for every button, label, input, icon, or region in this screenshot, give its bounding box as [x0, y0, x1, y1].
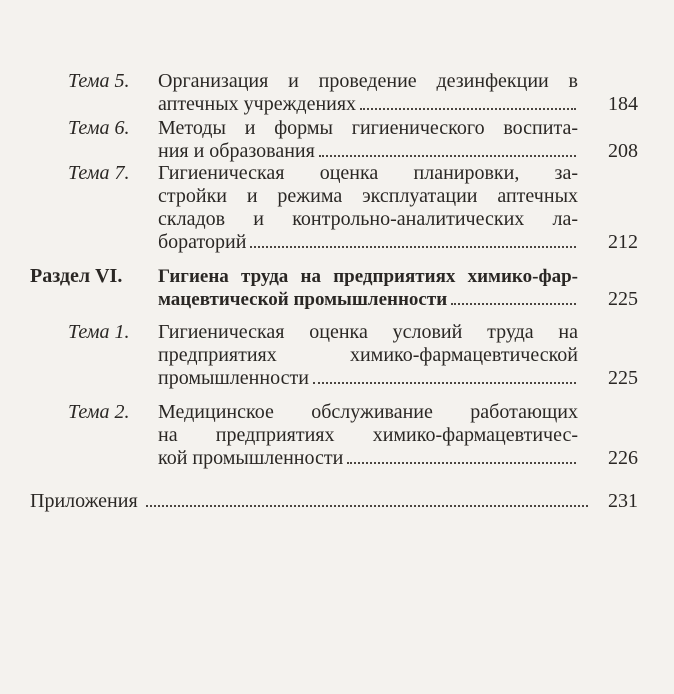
entry-title [158, 117, 578, 163]
page-number: 225 [608, 288, 638, 310]
entry-title [158, 265, 578, 311]
entry-title-lastline [158, 231, 578, 254]
page-number: 225 [608, 367, 638, 389]
entry-title-line: Гигиеническая оценка планировки, за- [158, 162, 578, 184]
entry-title-lastline [158, 140, 578, 163]
dot-leader [360, 93, 576, 110]
entry-title-line: кой промышленности [158, 447, 344, 469]
entry-title-line: Медицинское обслуживание работающих [158, 401, 578, 423]
entry-title-lastline [158, 447, 578, 470]
entry-title-lastline [158, 288, 578, 311]
page-number: 226 [608, 447, 638, 469]
dot-leader [319, 140, 576, 157]
dot-leader [250, 231, 576, 248]
dot-leader [347, 447, 576, 464]
page-number: 231 [608, 490, 638, 512]
entry-title-line: Гигиена труда на предприятиях химико-фар- [158, 266, 578, 287]
entry-title-line: Методы и формы гигиенического воспита- [158, 117, 578, 139]
dot-leader [313, 367, 576, 384]
entry-title [158, 162, 578, 254]
entry-title-lastline [158, 367, 578, 390]
entry-title-line: предприятиях химико-фармацевтической [158, 344, 578, 366]
entry-label: Тема 5. [68, 70, 130, 92]
entry-label: Тема 2. [68, 401, 130, 423]
entry-title-line: Организация и проведение дезинфекции в [158, 70, 578, 92]
entry-title-line: мацевтической промышленности [158, 289, 448, 310]
dot-leader [146, 490, 588, 507]
page-number: 212 [608, 231, 638, 253]
section-label: Раздел VI. [30, 265, 123, 287]
entry-label: Тема 1. [68, 321, 130, 343]
entry-label: Тема 6. [68, 117, 130, 139]
page-number: 184 [608, 93, 638, 115]
entry-title-line: промышленности [158, 367, 309, 389]
entry-title [158, 321, 578, 390]
entry-title [158, 401, 578, 470]
entry-title-line: складов и контрольно-аналитических ла- [158, 208, 578, 230]
dot-leader [451, 288, 576, 305]
entry-title [158, 70, 578, 116]
entry-title-lastline [30, 490, 590, 513]
entry-label: Приложения [30, 490, 138, 512]
entry-label: Тема 7. [68, 162, 130, 184]
page-number: 208 [608, 140, 638, 162]
entry-title-line: Гигиеническая оценка условий труда на [158, 321, 578, 343]
entry-title [30, 490, 590, 513]
entry-title-lastline [158, 93, 578, 116]
entry-title-line: на предприятиях химико-фармацевтичес- [158, 424, 578, 446]
entry-title-line: стройки и режима эксплуатации аптечных [158, 185, 578, 207]
entry-title-line: аптечных учреждениях [158, 93, 357, 115]
entry-title-line: бораторий [158, 231, 247, 253]
entry-title-line: ния и образования [158, 140, 315, 162]
